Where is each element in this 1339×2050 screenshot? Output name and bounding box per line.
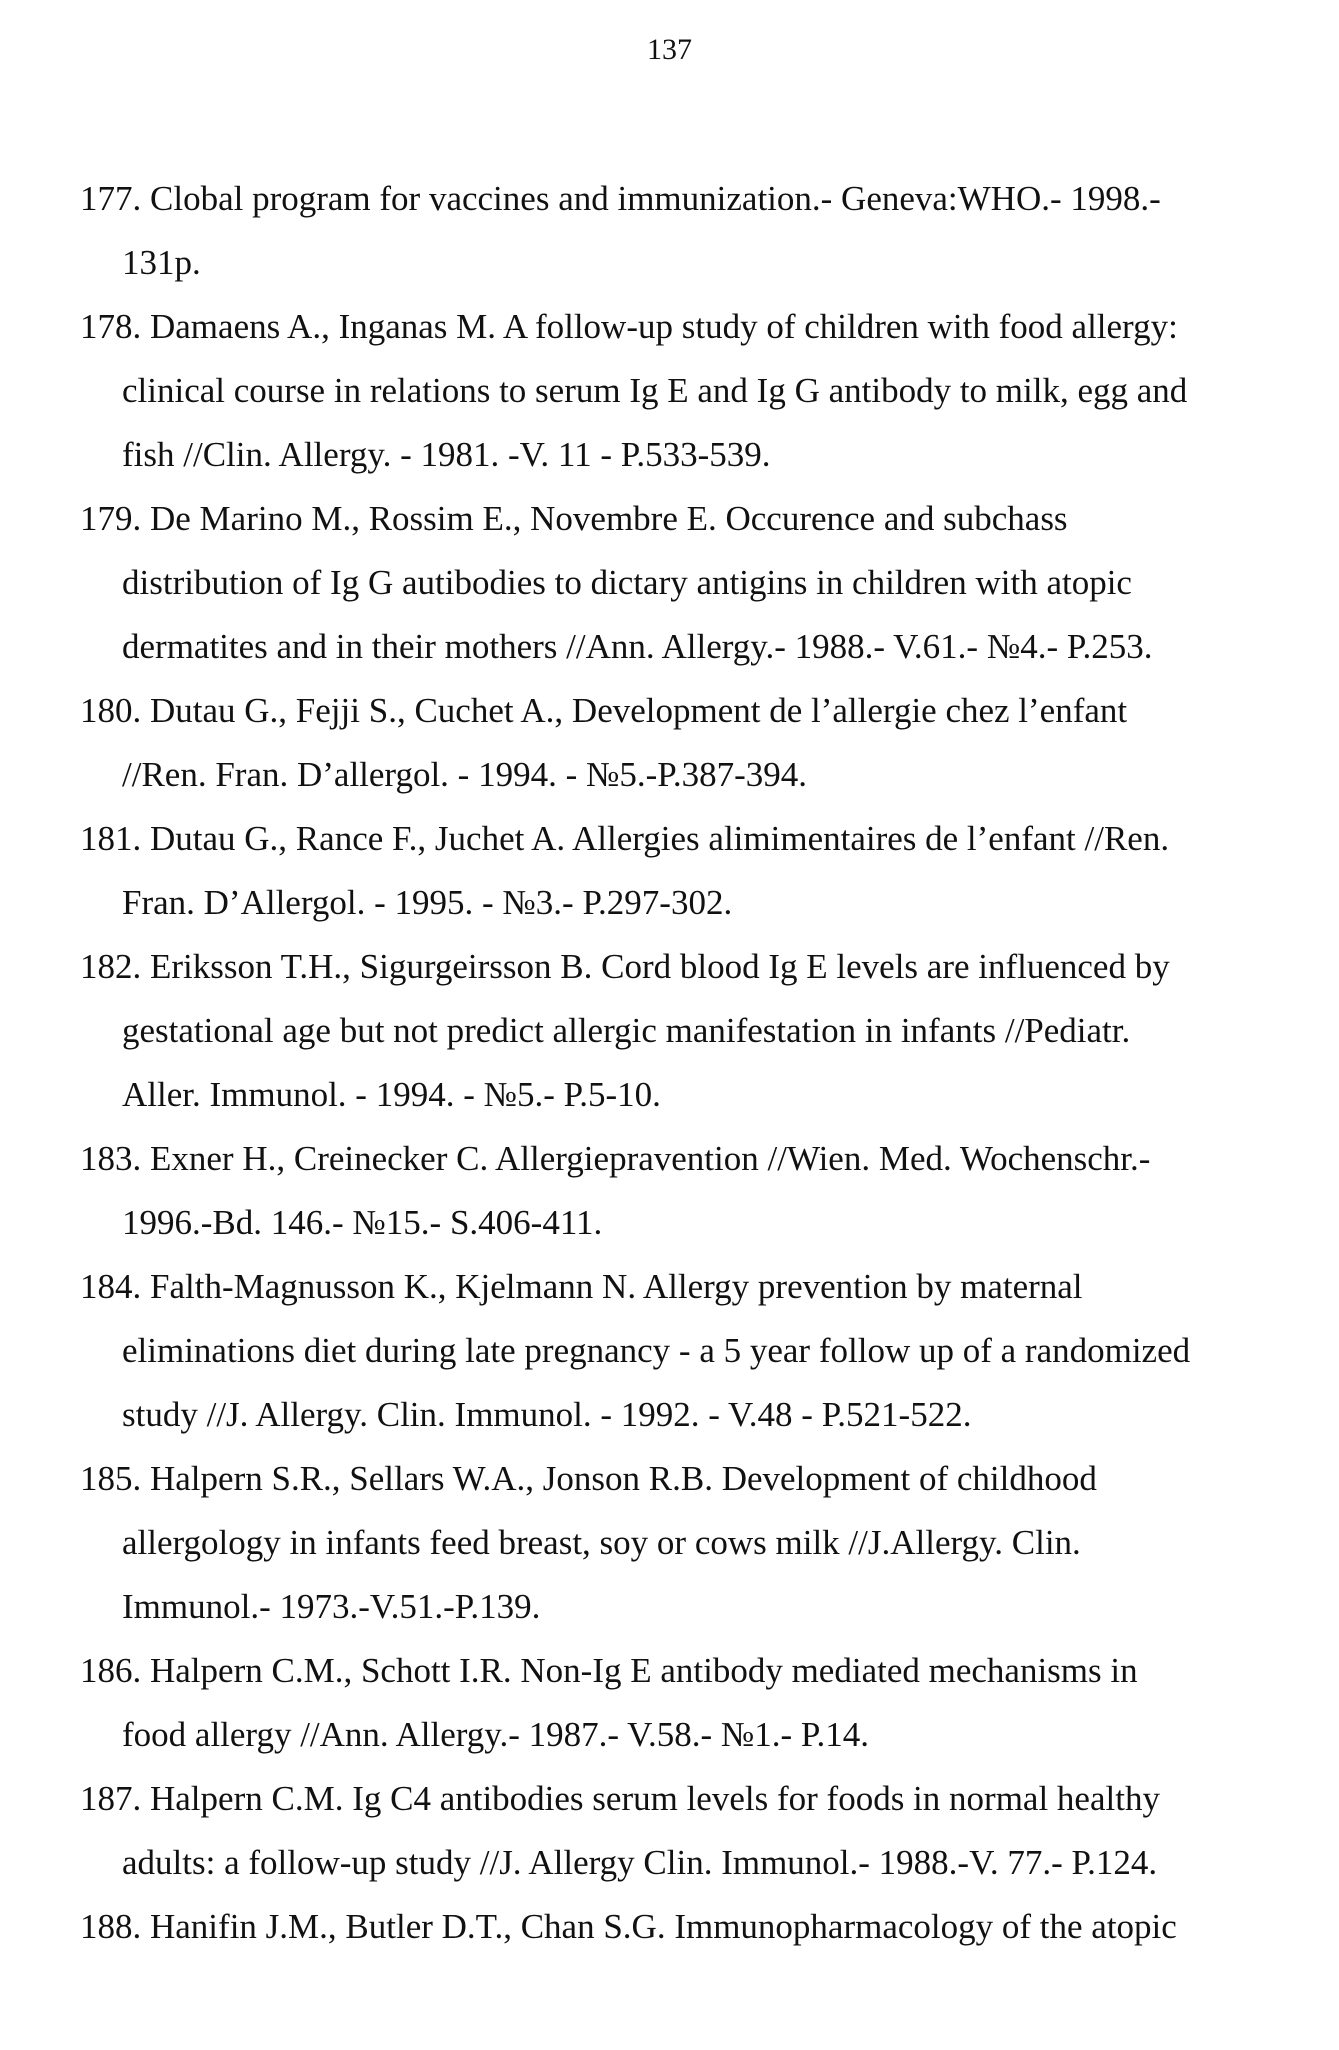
- reference-line: allergology in infants feed breast, soy or cows milk //J.Allergy. Clin.: [122, 1523, 1081, 1562]
- reference-line: Aller. Immunol. - 1994. - №5.- P.5-10.: [122, 1075, 661, 1114]
- reference-line: 181. Dutau G., Rance F., Juchet A. Allergies alimimentaires de l’enfant //Ren.: [80, 819, 1170, 858]
- reference-line: 131p.: [122, 243, 201, 282]
- reference-entry-184: [0, 1255, 1339, 1447]
- reference-line: clinical course in relations to serum Ig E and Ig G antibody to milk, egg and: [122, 371, 1188, 410]
- reference-entry-179: [0, 487, 1339, 679]
- reference-line: study //J. Allergy. Clin. Immunol. - 1992. - V.48 - P.521-522.: [122, 1395, 972, 1434]
- reference-line: 180. Dutau G., Fejji S., Cuchet A., Development de l’allergie chez l’enfant: [80, 691, 1128, 730]
- reference-line: adults: a follow-up study //J. Allergy Clin. Immunol.- 1988.-V. 77.- P.124.: [122, 1843, 1158, 1882]
- reference-line: Immunol.- 1973.-V.51.-P.139.: [122, 1587, 541, 1626]
- reference-line: fish //Clin. Allergy. - 1981. -V. 11 - P.533-539.: [122, 435, 771, 474]
- reference-line: distribution of Ig G autibodies to dictary antigins in children with atopic: [122, 563, 1132, 602]
- reference-entry-187: [0, 1767, 1339, 1895]
- reference-line: 188. Hanifin J.M., Butler D.T., Chan S.G. Immunopharmacology of the atopic: [80, 1907, 1177, 1946]
- reference-line: 186. Halpern C.M., Schott I.R. Non-Ig E antibody mediated mechanisms in: [80, 1651, 1138, 1690]
- reference-line: Fran. D’Allergol. - 1995. - №3.- P.297-302.: [122, 883, 733, 922]
- reference-list: [0, 167, 1339, 1959]
- reference-line: 182. Eriksson T.H., Sigurgeirsson B. Cord blood Ig E levels are influenced by: [80, 947, 1170, 986]
- reference-entry-183: [0, 1127, 1339, 1255]
- reference-line: 1996.-Bd. 146.- №15.- S.406-411.: [122, 1203, 603, 1242]
- reference-entry-178: [0, 295, 1339, 487]
- reference-line: eliminations diet during late pregnancy - a 5 year follow up of a randomized: [122, 1331, 1191, 1370]
- reference-line: 178. Damaens A., Inganas M. A follow-up study of children with food allergy:: [80, 307, 1178, 346]
- reference-line: 184. Falth-Magnusson K., Kjelmann N. Allergy prevention by maternal: [80, 1267, 1083, 1306]
- reference-entry-186: [0, 1639, 1339, 1767]
- reference-entry-182: [0, 935, 1339, 1127]
- reference-entry-181: [0, 807, 1339, 935]
- page-number: 137: [647, 33, 692, 66]
- reference-line: 187. Halpern C.M. Ig C4 antibodies serum levels for foods in normal healthy: [80, 1779, 1160, 1818]
- reference-line: 185. Halpern S.R., Sellars W.A., Jonson R.B. Development of childhood: [80, 1459, 1097, 1498]
- reference-entry-177: [0, 167, 1339, 295]
- reference-line: 179. De Marino M., Rossim E., Novembre E. Occurence and subchass: [80, 499, 1068, 538]
- reference-line: dermatites and in their mothers //Ann. Allergy.- 1988.- V.61.- №4.- P.253.: [122, 627, 1153, 666]
- reference-line: 177. Clobal program for vaccines and immunization.- Geneva:WHO.- 1998.-: [80, 179, 1161, 218]
- reference-entry-180: [0, 679, 1339, 807]
- reference-line: food allergy //Ann. Allergy.- 1987.- V.58.- №1.- P.14.: [122, 1715, 869, 1754]
- reference-line: //Ren. Fran. D’allergol. - 1994. - №5.-P.387-394.: [122, 755, 808, 794]
- reference-entry-188: [0, 1895, 1339, 1959]
- reference-line: 183. Exner H., Creinecker C. Allergiepravention //Wien. Med. Wochenschr.-: [80, 1139, 1151, 1178]
- reference-entry-185: [0, 1447, 1339, 1639]
- reference-line: gestational age but not predict allergic manifestation in infants //Pediatr.: [122, 1011, 1131, 1050]
